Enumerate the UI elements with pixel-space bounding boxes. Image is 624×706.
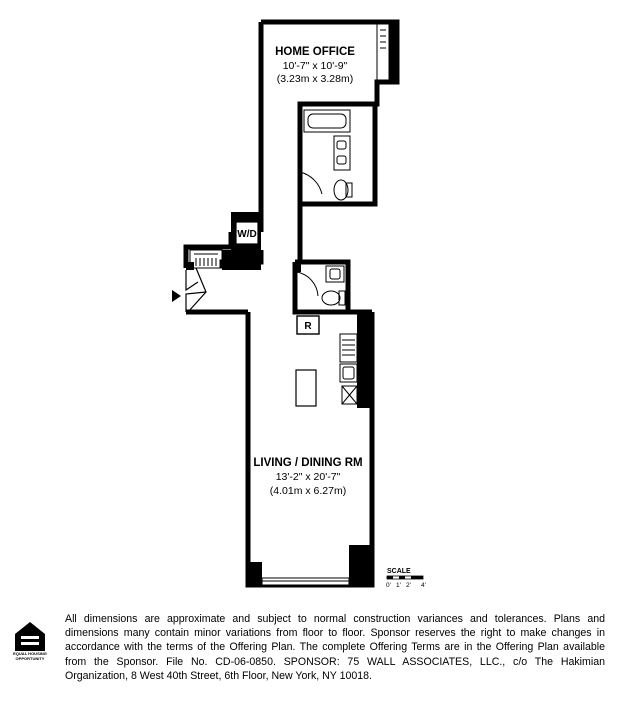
home-office-dim-imperial: 10'-7" x 10'-9" (282, 60, 348, 72)
washer-dryer-label: W/D (237, 229, 257, 240)
living-dining-dim-imperial: 13'-2" x 20'-7" (275, 471, 341, 483)
scale-tick-1: 1' (396, 582, 401, 589)
exterior-walls (186, 22, 397, 585)
home-office-name: HOME OFFICE (275, 46, 355, 58)
scale-tick-2: 2' (406, 582, 411, 589)
bathroom-2 (297, 266, 345, 305)
kitchen-island (296, 370, 316, 406)
scale-tick-0: 0' (386, 582, 391, 589)
equal-housing-caption: EQUAL HOUSING OPPORTUNITY (13, 651, 47, 661)
scale-bar (386, 568, 426, 589)
sink (326, 266, 344, 282)
office-window (377, 24, 389, 80)
living-window (262, 578, 349, 585)
cooktop (340, 334, 357, 362)
entry-door (186, 268, 206, 312)
home-office-dim-metric: (3.23m x 3.28m) (276, 73, 354, 85)
equal-housing-icon (15, 622, 45, 651)
entry-closet (190, 250, 222, 268)
refrigerator-label: R (304, 321, 312, 332)
scale-tick-4: 4' (421, 582, 426, 589)
living-dining-dim-metric: (4.01m x 6.27m) (269, 485, 347, 497)
entry-arrow-icon (172, 290, 181, 302)
disclaimer-text: All dimensions are approximate and subject to normal construction variances and tolerances. Plans and dimensions many contain minor variations from floor to floor. Sponsor reserves the right to make changes in accordance with the terms of the Offering Plan. The complete Offering Terms are in the Offering Plan available from the Sponsor. File No. CD-06-0850. SPONSOR: 75 WALL ASSOCIATES, LLC., c/o The Hakimian Organization, 8 West 40th Street, 6th Floor, New York, NY 10018. (65, 613, 605, 682)
toilet-2 (322, 291, 340, 305)
living-dining-name: LIVING / DINING RM (253, 457, 363, 469)
bathroom-1 (300, 110, 352, 200)
scale-title: SCALE (387, 568, 411, 575)
bathtub (304, 110, 350, 132)
